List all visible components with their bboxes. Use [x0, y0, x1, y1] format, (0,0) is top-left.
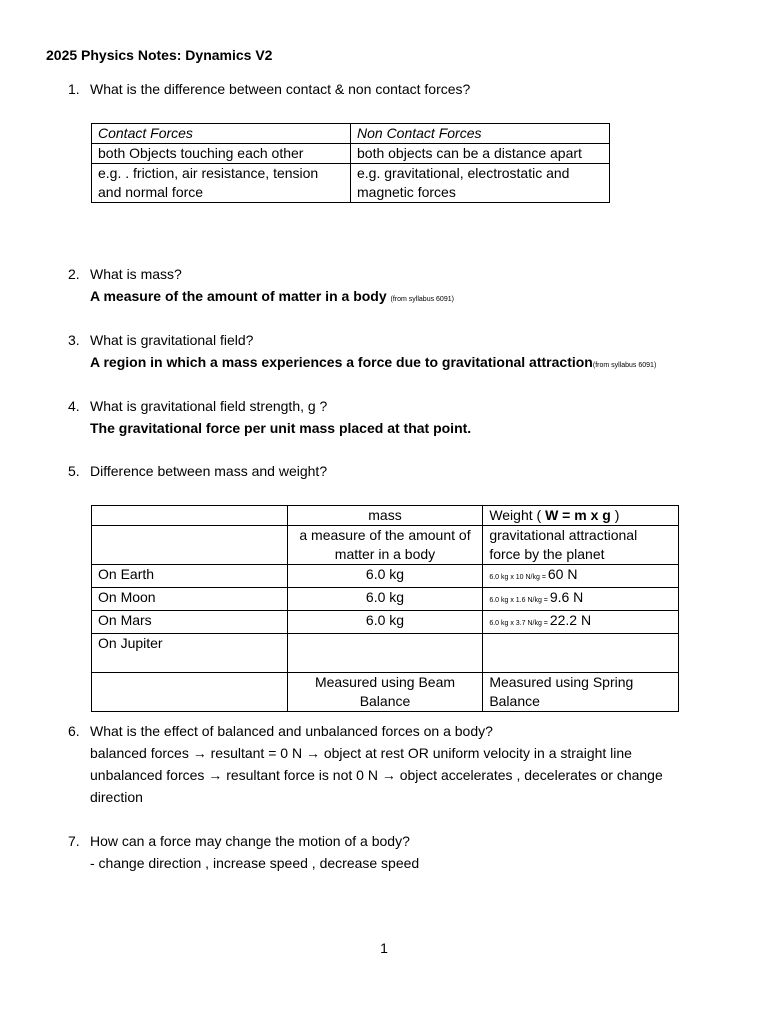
answer-text: The gravitational force per unit mass placed at that point. [90, 420, 472, 436]
forces-table [91, 123, 610, 203]
question-number: 4. [68, 398, 80, 414]
question-6 [68, 720, 710, 808]
question-number: 7. [68, 833, 80, 849]
source-note: (from syllabus 6091) [592, 362, 657, 369]
table-cell: 6.0 kg [287, 588, 483, 611]
table-cell [92, 526, 288, 565]
question-3 [68, 329, 710, 377]
weight-value: 9.6 N [549, 589, 584, 605]
answer-text: A measure of the amount of matter in a body [90, 288, 387, 304]
table-cell [92, 506, 288, 526]
table-cell: a measure of the amount of matter in a body [287, 526, 483, 565]
source-note: (from syllabus 6091) [390, 296, 454, 303]
calc-text: 6.0 kg x 3.7 N/kg = [489, 620, 550, 627]
table-header: mass [287, 506, 483, 526]
weight-value: 60 N [547, 566, 578, 582]
question-number: 5. [68, 463, 80, 479]
answer-text: balanced forces → resultant = 0 N → object at rest OR uniform velocity in a straight line [90, 745, 632, 761]
table-cell [483, 611, 679, 634]
table-cell: Measured using Spring Balance [483, 673, 679, 712]
mass-weight-table [91, 505, 679, 712]
page-title: 2025 Physics Notes: Dynamics V2 [46, 47, 273, 63]
table-cell [92, 673, 288, 712]
answer-text: - change direction , increase speed , decrease speed [90, 855, 420, 871]
table-cell [483, 634, 679, 673]
table-cell [287, 634, 483, 673]
question-text: Difference between mass and weight? [90, 463, 328, 479]
answer-text: A region in which a mass experiences a force due to gravitational attraction [90, 354, 593, 370]
table-cell: gravitational attractional force by the planet [483, 526, 679, 565]
table-cell [483, 565, 679, 588]
answer-text: unbalanced forces → resultant force is not 0 N → object accelerates , decelerates or change direction [90, 767, 663, 805]
question-2 [68, 263, 710, 311]
question-number: 3. [68, 332, 80, 348]
question-text: What is mass? [90, 266, 182, 282]
weight-value: 22.2 N [549, 612, 592, 628]
question-number: 6. [68, 723, 80, 739]
table-cell: 6.0 kg [287, 565, 483, 588]
question-1 [68, 78, 710, 100]
table-cell [483, 588, 679, 611]
question-7 [68, 830, 710, 874]
question-text: How can a force may change the motion of a body? [90, 833, 410, 849]
question-4 [68, 395, 710, 439]
table-cell: Measured using Beam Balance [287, 673, 483, 712]
question-number: 1. [68, 81, 80, 97]
table-header: Non Contact Forces [351, 124, 610, 144]
table-cell: On Earth [92, 565, 288, 588]
table-cell: e.g. gravitational, electrostatic and magnetic forces [351, 164, 610, 203]
question-text: What is the effect of balanced and unbalanced forces on a body? [90, 723, 493, 739]
question-text: What is gravitational field strength, g ? [90, 398, 328, 414]
table-header: Contact Forces [92, 124, 351, 144]
table-cell: 6.0 kg [287, 611, 483, 634]
table-cell: On Mars [92, 611, 288, 634]
question-number: 2. [68, 266, 80, 282]
calc-text: 6.0 kg x 10 N/kg = [489, 574, 548, 581]
question-text: What is the difference between contact & non contact forces? [90, 81, 471, 97]
table-cell: On Moon [92, 588, 288, 611]
table-cell: On Jupiter [92, 634, 288, 673]
table-cell: e.g. . friction, air resistance, tension and normal force [92, 164, 351, 203]
question-5 [68, 460, 710, 482]
table-cell: both objects can be a distance apart [351, 144, 610, 164]
weight-formula: W = m x g [545, 507, 611, 523]
table-header: Weight ( W = m x g ) [483, 506, 679, 526]
page-number: 1 [380, 940, 388, 956]
table-cell: both Objects touching each other [92, 144, 351, 164]
calc-text: 6.0 kg x 1.6 N/kg = [489, 597, 550, 604]
question-text: What is gravitational field? [90, 332, 254, 348]
